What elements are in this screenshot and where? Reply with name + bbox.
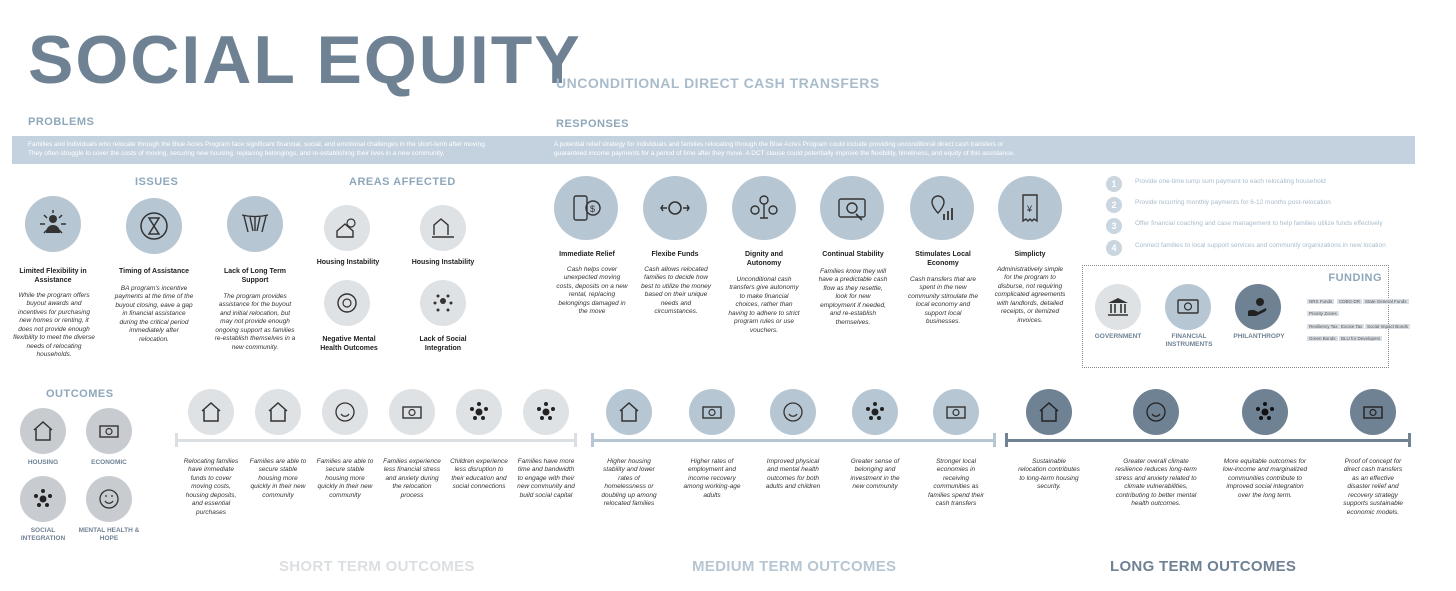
area-label-3: Negative Mental Health Outcomes <box>320 336 378 352</box>
short-outcome-2: Families are able to secure stable housing more quickly in their new community <box>249 458 307 499</box>
funding-tag: Excise Tax <box>1341 324 1363 329</box>
timeline-tick <box>993 433 996 447</box>
long-term-label: LONG TERM OUTCOMES <box>1110 558 1297 575</box>
step-text-2: Provide recurring monthly payments for 6-12 months post-relocation <box>1135 199 1331 206</box>
step-text-4: Connect families to local support services and community organizations in new location <box>1135 242 1386 249</box>
responses-text: A potential relief strategy for individuals and families relocating through the Blue Acres Program could include providing unconditional direct cash transfers or guaranteed income payments for a period of time after they move. A DCT clause could potentially improve the flexibility, timeliness, and equity of this assistance. <box>554 141 1015 157</box>
social-integration-icon <box>20 476 66 522</box>
response-desc-5: Cash transfers that are spent in the new community stimulate the local economy and support local businesses. <box>907 276 979 326</box>
timeline-tick <box>574 433 577 447</box>
cash-icon <box>389 389 435 435</box>
response-desc-4: Families know they will have a predictable cash flow as they resettle, look for new employment if needed, and re-establish themselves. <box>818 268 888 326</box>
local-economy-icon <box>910 176 974 240</box>
funding-source-1: GOVERNMENT <box>1094 333 1142 340</box>
government-icon <box>1095 284 1141 330</box>
issue-title-1: Limited Flexibility in Assistance <box>19 268 87 284</box>
smiley-icon <box>322 389 368 435</box>
housing-icon <box>20 408 66 454</box>
area-label-1: Housing Instability <box>316 259 380 266</box>
step-number-2: 2 <box>1106 197 1122 213</box>
funding-tag: Social Impact Bonds <box>1367 324 1409 329</box>
funding-tag: Green Bonds <box>1309 336 1336 341</box>
medium-outcome-4: Greater sense of belonging and investment in the new community <box>850 458 900 491</box>
page-subtitle: UNCONDITIONAL DIRECT CASH TRANSFERS <box>556 75 880 91</box>
funding-tag: CDBG-DR <box>1339 299 1360 304</box>
long-outcome-3: More equitable outcomes for low-income and marginalized communities contribute to improved social integration over the long term. <box>1222 458 1308 499</box>
philanthropy-icon <box>1235 284 1281 330</box>
short-outcome-1: Relocating families have immediate funds to cover moving costs, housing deposits, and essential purchases <box>183 458 239 516</box>
financial-instruments-icon <box>1165 284 1211 330</box>
economic-icon <box>86 408 132 454</box>
page-title: SOCIAL EQUITY <box>28 22 582 98</box>
response-title-4: Continual Stability <box>822 251 884 258</box>
step-number-3: 3 <box>1106 218 1122 234</box>
medium-outcome-5: Stronger local economies in receiving communities as families spend their cash transfers <box>928 458 984 508</box>
funding-tag: State General Funds <box>1365 299 1407 304</box>
hourglass-icon <box>126 198 182 254</box>
funding-box <box>1082 265 1409 368</box>
issue-desc-2: BA program's incentive payments at the time of the buyout closing, eave a gap in financial assistance during the critical period immediately after relocation. <box>114 285 194 343</box>
house-money-icon <box>324 205 370 251</box>
mental-health-icon <box>324 280 370 326</box>
short-outcome-4: Families experience less financial stress and anxiety during the relocation process <box>383 458 441 499</box>
funding-source-2: FINANCIAL INSTRUMENTS <box>1165 333 1213 349</box>
dignity-icon <box>732 176 796 240</box>
response-desc-6: Administratively simple for the program to disburse, not requiring complicated agreements with landlords, detailed receipts, or itemized invoices. <box>994 266 1066 324</box>
funding-label: FUNDING <box>1328 272 1382 284</box>
short-outcome-3: Families are able to secure stable housing more quickly in their new community <box>316 458 374 499</box>
timeline-tick <box>1408 433 1411 447</box>
area-label-2: Housing Instability <box>411 259 475 266</box>
house-icon <box>188 389 234 435</box>
smiley-icon <box>770 389 816 435</box>
stability-icon <box>820 176 884 240</box>
context-band <box>12 136 1415 164</box>
step-text-3: Offer financial coaching and case management to help families utilize funds effectively <box>1135 220 1383 227</box>
short-outcome-6: Families have more time and bandwidth to engage with their new community and build social capital <box>517 458 575 499</box>
svg-text:¥: ¥ <box>1027 204 1033 214</box>
smiley-icon <box>86 476 132 522</box>
outcome-category-2: ECONOMIC <box>91 459 127 466</box>
social-circle-icon <box>420 280 466 326</box>
response-title-2: Flexibe Funds <box>651 251 699 258</box>
smiley-icon <box>1133 389 1179 435</box>
house-icon <box>606 389 652 435</box>
area-label-4: Lack of Social Integration <box>419 336 467 352</box>
cash-icon <box>1350 389 1396 435</box>
issue-desc-3: The program provides assistance for the buyout and initial relocation, but may not provide enough ongoing support as families re-establish themselves in a new community. <box>214 293 296 351</box>
step-number-1: 1 <box>1106 176 1122 192</box>
outcomes-label: OUTCOMES <box>46 388 114 400</box>
areas-label: AREAS AFFECTED <box>349 176 456 188</box>
outcome-category-4: MENTAL HEALTH & HOPE <box>78 527 140 543</box>
cash-icon <box>689 389 735 435</box>
funding-tag: Priority Zones <box>1309 311 1337 316</box>
short-term-timeline <box>175 439 577 442</box>
cash-icon <box>933 389 979 435</box>
funding-tag: Resiliency Tax <box>1309 324 1338 329</box>
medium-outcome-2: Higher rates of employment and income recovery among working-age adults <box>683 458 741 499</box>
long-outcome-4: Proof of concept for direct cash transfers as an effective disaster relief and recovery strategy supports sustainable economic models. <box>1343 458 1403 516</box>
bridge-icon <box>227 196 283 252</box>
problems-text: Families and individuals who relocate through the Blue Acres Program face significant financial, social, and emotional challenges in the short-term after moving. They often struggle to cover the costs of moving, securing new housing, replacing belongings, and re-establishing their lives in a new community. <box>28 141 487 157</box>
long-outcome-1: Sustainable relocation contributes to long-term housing security. <box>1018 458 1080 491</box>
social-icon <box>456 389 502 435</box>
timeline-tick <box>175 433 178 447</box>
response-desc-2: Cash allows relocated families to decide how best to utilize the money based on their unique needs and circumstances. <box>640 266 712 316</box>
long-term-timeline <box>1005 439 1411 442</box>
short-term-label: SHORT TERM OUTCOMES <box>279 558 475 575</box>
step-number-4: 4 <box>1106 240 1122 256</box>
medium-outcome-3: Improved physical and mental health outcomes for both adults and children <box>765 458 821 491</box>
issue-title-3: Lack of Long Term Support <box>223 268 287 284</box>
response-title-1: Immediate Relief <box>559 251 615 258</box>
social-icon <box>523 389 569 435</box>
phone-cash-icon <box>554 176 618 240</box>
flexible-funds-icon <box>643 176 707 240</box>
issues-label: ISSUES <box>135 176 179 188</box>
medium-outcome-1: Higher housing stability and lower rates of homelessness or doubling up among relocated families <box>601 458 657 508</box>
response-title-5: Stimulates Local Economy <box>915 251 971 267</box>
funding-source-3: PHILANTHROPY <box>1233 333 1285 340</box>
outcome-category-3: SOCIAL INTEGRATION <box>20 527 66 543</box>
medium-term-label: MEDIUM TERM OUTCOMES <box>692 558 897 575</box>
medium-term-timeline <box>591 439 996 442</box>
short-outcome-5: Children experience less disruption to their education and social connections <box>450 458 508 491</box>
house-icon <box>255 389 301 435</box>
house-flood-icon <box>420 205 466 251</box>
funding-tag: BLU for Developers <box>1341 336 1381 341</box>
receipt-icon <box>998 176 1062 240</box>
timeline-tick <box>1005 433 1008 447</box>
response-desc-1: Cash helps cover unexpected moving costs, deposits on a new rental, replacing belongings damaged in the move <box>556 266 628 316</box>
svg-text:$: $ <box>590 204 596 214</box>
issue-desc-1: While the program offers buyout awards and incentives for purchasing new homes or renting, it does not provide enough flexibility to meet the diverse needs of relocating households. <box>13 292 95 359</box>
response-title-3: Dignity and Autonomy <box>744 251 784 267</box>
long-outcome-2: Greater overall climate resilience reduces long-term stress and anxiety related to climate vulnerabilities, contributing to better mental health outcomes. <box>1115 458 1197 508</box>
flexibility-icon <box>25 196 81 252</box>
problems-label: PROBLEMS <box>28 116 95 128</box>
social-icon <box>852 389 898 435</box>
funding-tag: NRS Funds <box>1309 299 1333 304</box>
social-icon <box>1242 389 1288 435</box>
outcome-category-1: HOUSING <box>27 459 59 466</box>
house-icon <box>1026 389 1072 435</box>
responses-label: RESPONSES <box>556 118 629 130</box>
step-text-1: Provide one-time lump sum payment to each relocating household <box>1135 178 1326 185</box>
response-title-6: Simplicty <box>1014 251 1046 258</box>
timeline-tick <box>591 433 594 447</box>
response-desc-3: Unconditional cash transfers give autonomy to make financial choices, rather than having to adhere to strict program rules or use vouchers. <box>728 276 800 334</box>
issue-title-2: Timing of Assistance <box>118 268 190 275</box>
